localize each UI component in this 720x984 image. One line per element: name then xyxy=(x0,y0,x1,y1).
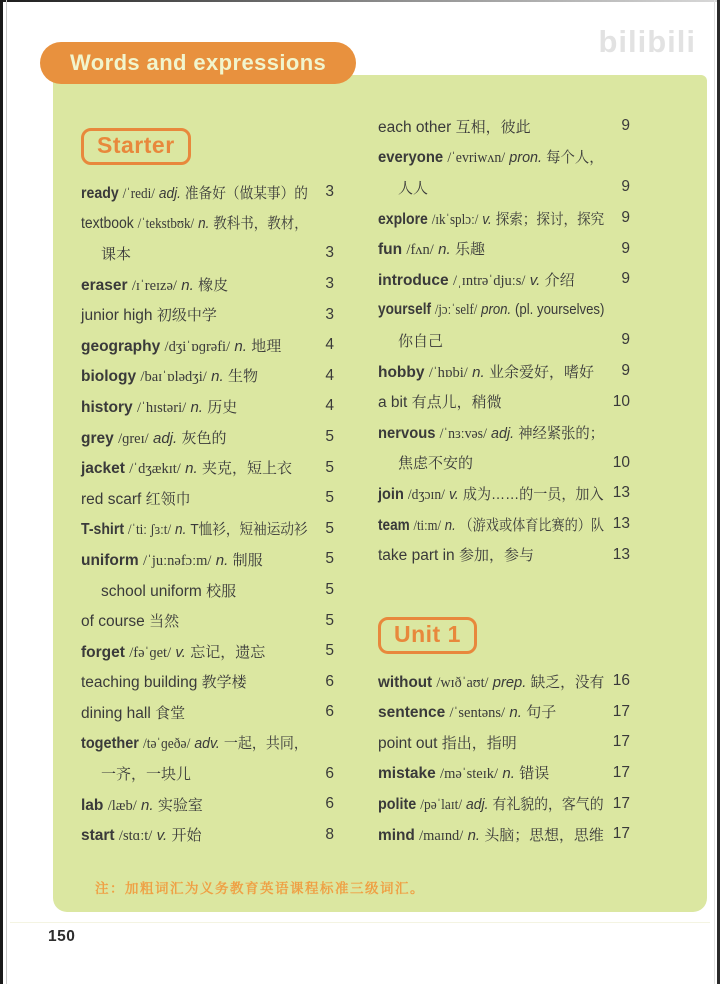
vocab-entry xyxy=(378,295,630,326)
right-column xyxy=(378,111,630,849)
entry-meaning: 有礼貌的，客气的 xyxy=(492,796,604,814)
entry-text xyxy=(81,549,308,570)
vocab-entry xyxy=(378,727,630,758)
entry-word: biology xyxy=(81,368,137,386)
entry-page-ref: 17 xyxy=(612,702,630,720)
entry-text xyxy=(81,427,308,448)
entry-meaning: 食堂 xyxy=(155,704,186,722)
entry-part-of-speech: adj. xyxy=(152,429,178,447)
vocab-entry xyxy=(378,386,630,417)
entry-meaning: 开始 xyxy=(171,827,202,845)
entry-meaning: 头脑；思想，思维 xyxy=(484,826,604,844)
screen-top-edge xyxy=(0,0,720,2)
vocab-entry xyxy=(81,483,334,514)
entry-phonetic: /ˈsentəns/ xyxy=(449,705,506,722)
section-badge-unit-1: Unit 1 xyxy=(378,617,477,654)
entry-word: history xyxy=(81,398,133,416)
vocab-entry xyxy=(81,575,334,606)
entry-word: join xyxy=(378,485,404,503)
entry-part-of-speech: v. xyxy=(448,485,459,503)
entry-page-ref: 3 xyxy=(325,305,334,323)
entry-part-of-speech: n. xyxy=(509,704,522,722)
entry-meaning: 业余爱好，嗜好 xyxy=(488,363,594,381)
entry-meaning: 探索；探讨，探究 xyxy=(495,210,605,228)
vocab-entry xyxy=(81,819,334,850)
entry-page-ref: 10 xyxy=(612,392,630,410)
entry-meaning: 实验室 xyxy=(157,796,203,814)
entry-text xyxy=(378,762,604,783)
entry-text xyxy=(81,732,308,753)
entry-text xyxy=(378,514,604,535)
entry-meaning: 地理 xyxy=(251,337,282,355)
bilibili-watermark: bilibili xyxy=(598,24,696,59)
entry-text xyxy=(378,824,604,845)
vocab-panel xyxy=(53,75,707,912)
entry-meaning: 互相，彼此 xyxy=(455,118,531,136)
entry-word: a bit xyxy=(378,394,408,412)
entry-phonetic: /wɪðˈaʊt/ xyxy=(436,674,489,691)
entry-meaning: 你自己 xyxy=(398,332,444,350)
entry-meaning: 有点儿，稍微 xyxy=(411,394,502,412)
entry-page-ref: 13 xyxy=(612,515,630,533)
entry-phonetic: /fʌn/ xyxy=(406,242,434,259)
entry-text xyxy=(81,488,308,509)
entry-text xyxy=(378,391,604,412)
vocab-entry xyxy=(378,539,630,570)
entry-word: fun xyxy=(378,241,403,259)
entry-phonetic: /ɡreɪ/ xyxy=(118,430,149,447)
section-badge-starter: Starter xyxy=(81,128,191,165)
entry-meaning: 准备好（做某事）的 xyxy=(184,184,308,202)
entry-word: everyone xyxy=(378,149,444,167)
entry-word: polite xyxy=(378,796,417,814)
vocab-entry xyxy=(81,514,334,545)
entry-text xyxy=(378,208,604,229)
vocab-entry xyxy=(378,417,630,448)
entry-part-of-speech: n. xyxy=(444,516,456,534)
entry-phonetic: /ɪkˈsplɔː/ xyxy=(431,211,479,228)
entry-page-ref: 16 xyxy=(612,672,630,690)
entry-phonetic: /təˈɡeðə/ xyxy=(142,736,191,753)
vocab-entry xyxy=(81,789,334,820)
entry-meaning: 红领巾 xyxy=(145,490,191,508)
entry-word: introduce xyxy=(378,271,449,289)
entry-meaning: 每个人， xyxy=(546,149,604,167)
entry-text xyxy=(81,304,308,325)
entry-page-ref: 5 xyxy=(325,611,334,629)
entry-meaning: 生物 xyxy=(227,368,258,386)
entry-text xyxy=(81,671,308,692)
entry-text xyxy=(378,483,604,504)
vocab-entry xyxy=(81,544,334,575)
entry-meaning: 一起，共同， xyxy=(223,735,308,753)
entry-text xyxy=(81,396,308,417)
entry-part-of-speech: n. xyxy=(467,826,481,844)
entry-part-of-speech: n. xyxy=(198,215,210,233)
entry-page-ref: 10 xyxy=(612,453,630,471)
entry-word: sentence xyxy=(378,704,446,722)
entry-text xyxy=(81,763,308,784)
entry-meaning: 忘记，遗忘 xyxy=(190,643,266,661)
entry-text xyxy=(378,238,604,259)
entry-page-ref: 9 xyxy=(621,209,630,227)
entry-meaning: 焦虑不安的 xyxy=(398,455,474,473)
vocab-entry xyxy=(81,208,334,239)
entry-meaning: 指出，指明 xyxy=(441,734,517,752)
screen-right-edge-line xyxy=(714,0,715,984)
vocab-entry xyxy=(81,299,334,330)
entry-part-of-speech: adj. xyxy=(158,184,181,202)
entry-meaning: 当然 xyxy=(149,613,180,631)
entry-part-of-speech: adj. xyxy=(466,796,489,814)
entry-meaning: 历史 xyxy=(207,398,238,416)
entry-page-ref: 9 xyxy=(621,178,630,196)
left-column xyxy=(81,128,334,850)
entry-page-ref: 4 xyxy=(325,336,334,354)
vocab-entry xyxy=(378,758,630,789)
entry-page-ref: 6 xyxy=(325,795,334,813)
entry-text xyxy=(378,452,604,473)
entry-phonetic: /læb/ xyxy=(107,797,137,814)
vocab-entry xyxy=(378,478,630,509)
entry-meaning: 教科书，教材， xyxy=(213,215,308,233)
vocab-entry xyxy=(81,422,334,453)
entry-page-ref: 5 xyxy=(325,458,334,476)
entry-text xyxy=(378,701,604,722)
entry-word: explore xyxy=(378,210,428,228)
entry-word: without xyxy=(378,673,433,691)
entry-meaning: 成为……的一员，加入 xyxy=(462,485,604,503)
entry-meaning: 初级中学 xyxy=(156,307,217,325)
entry-text xyxy=(81,243,308,264)
entry-word: jacket xyxy=(81,460,125,478)
vocab-entry xyxy=(378,325,630,356)
vocab-entry xyxy=(81,605,334,636)
entry-page-ref: 9 xyxy=(621,239,630,257)
entry-page-ref: 13 xyxy=(612,484,630,502)
entry-page-ref: 17 xyxy=(612,763,630,781)
entry-phonetic: /ˈtiː ʃɜːt/ xyxy=(127,522,172,539)
entry-text xyxy=(378,330,604,351)
entry-meaning: 错误 xyxy=(519,765,550,783)
entry-meaning: （游戏或体育比赛的）队 xyxy=(459,516,605,534)
entry-phonetic: /dʒɔɪn/ xyxy=(407,486,445,503)
entry-phonetic: /ˈhɒbi/ xyxy=(428,364,468,381)
entry-page-ref: 6 xyxy=(325,703,334,721)
entry-word: teaching building xyxy=(81,674,198,692)
entry-part-of-speech: n. xyxy=(141,796,154,814)
entry-meaning: 灰色的 xyxy=(181,429,227,447)
entry-part-of-speech: v. xyxy=(175,643,186,661)
entry-text xyxy=(81,182,308,203)
entry-text xyxy=(81,824,308,845)
vocab-entry xyxy=(81,452,334,483)
vocab-entry xyxy=(378,356,630,387)
entry-word: red scarf xyxy=(81,490,142,508)
entry-page-ref: 3 xyxy=(325,183,334,201)
entry-phonetic: /dʒiˈɒɡrəfi/ xyxy=(164,338,231,355)
entry-page-ref: 17 xyxy=(612,794,630,812)
entry-text xyxy=(378,301,604,319)
entry-page-ref: 13 xyxy=(612,545,630,563)
entry-text xyxy=(81,580,308,601)
entry-word: each other xyxy=(378,118,452,136)
screen-left-edge-line xyxy=(6,0,7,984)
entry-meaning: 课本 xyxy=(101,245,132,263)
entry-page-ref: 9 xyxy=(621,362,630,380)
entry-part-of-speech: n. xyxy=(438,241,451,259)
entry-text xyxy=(378,269,604,290)
entry-word: lab xyxy=(81,796,104,814)
vocab-entry xyxy=(81,361,334,392)
entry-word: take part in xyxy=(378,547,455,565)
entry-text xyxy=(81,365,308,386)
vocab-entry xyxy=(378,509,630,540)
vocab-entry xyxy=(81,177,334,208)
entry-word: T-shirt xyxy=(81,521,125,539)
entry-word: start xyxy=(81,827,115,845)
entry-tail: (pl. yourselves) xyxy=(514,300,605,318)
entry-page-ref: 5 xyxy=(325,581,334,599)
entry-phonetic: /ˌɪntrəˈdjuːs/ xyxy=(452,272,526,289)
vocab-entry xyxy=(378,788,630,819)
entry-word: school uniform xyxy=(101,582,202,600)
entry-phonetic: /maɪnd/ xyxy=(419,827,464,844)
entry-word: forget xyxy=(81,643,125,661)
entry-page-ref: 9 xyxy=(621,331,630,349)
entry-phonetic: /ˈnɜːvəs/ xyxy=(439,425,487,442)
vocab-entry xyxy=(81,636,334,667)
vocab-entry xyxy=(81,391,334,422)
vocab-entry xyxy=(378,233,630,264)
vocab-entry xyxy=(378,666,630,697)
vocab-entry xyxy=(81,697,334,728)
entry-text xyxy=(81,518,308,539)
entry-page-ref: 17 xyxy=(612,825,630,843)
entry-meaning: 教学楼 xyxy=(201,674,247,692)
vocab-entry xyxy=(81,269,334,300)
entry-text xyxy=(378,177,604,198)
entry-meaning: 一齐，一块儿 xyxy=(101,766,192,784)
vocab-entry xyxy=(378,203,630,234)
entry-word: geography xyxy=(81,337,161,355)
entry-meaning: 乐趣 xyxy=(454,241,485,259)
entry-part-of-speech: n. xyxy=(175,521,187,539)
entry-meaning: 人人 xyxy=(398,179,429,197)
entry-page-ref: 3 xyxy=(325,275,334,293)
entry-phonetic: /ˈdʒækɪt/ xyxy=(129,461,181,478)
entry-text xyxy=(81,274,308,295)
entry-text xyxy=(378,422,604,443)
entry-word: eraser xyxy=(81,276,128,294)
entry-part-of-speech: n. xyxy=(215,551,229,569)
entry-phonetic: /ˈjuːnəfɔːm/ xyxy=(143,552,212,569)
entry-phonetic: /jɔːˈself/ xyxy=(434,301,478,318)
entry-meaning: 校服 xyxy=(206,582,237,600)
page-number: 150 xyxy=(48,928,76,945)
entry-text xyxy=(378,732,604,753)
entry-page-ref: 9 xyxy=(621,117,630,135)
entry-text xyxy=(378,116,604,137)
entry-text xyxy=(378,146,604,167)
vocab-entry xyxy=(81,758,334,789)
entry-part-of-speech: v. xyxy=(156,827,168,845)
entry-phonetic: /ɪˈreɪzə/ xyxy=(131,277,177,294)
entry-phonetic: /məˈsteɪk/ xyxy=(440,766,499,783)
entry-page-ref: 17 xyxy=(612,733,630,751)
entry-part-of-speech: n. xyxy=(502,765,515,783)
entry-meaning: 橡皮 xyxy=(198,276,229,294)
entry-part-of-speech: n. xyxy=(181,276,194,294)
entry-page-ref: 5 xyxy=(325,519,334,537)
entry-part-of-speech: v. xyxy=(482,210,492,228)
entry-meaning: 制服 xyxy=(232,551,263,569)
entry-part-of-speech: prep. xyxy=(492,673,527,691)
entry-meaning: 缺乏，没有 xyxy=(530,673,605,691)
entry-phonetic: /stɑːt/ xyxy=(118,828,153,845)
vocab-entry xyxy=(378,697,630,728)
entry-part-of-speech: pron. xyxy=(481,300,512,318)
vocab-entry xyxy=(81,667,334,698)
entry-phonetic: /tiːm/ xyxy=(413,517,442,534)
entry-word: mind xyxy=(378,826,415,844)
vocab-entry xyxy=(378,264,630,295)
entry-part-of-speech: pron. xyxy=(509,149,543,167)
entry-page-ref: 5 xyxy=(325,642,334,660)
entry-part-of-speech: adj. xyxy=(491,424,515,442)
entry-word: of course xyxy=(81,613,145,631)
entry-text xyxy=(378,793,604,814)
entry-phonetic: /fəˈɡet/ xyxy=(129,644,172,661)
entry-text xyxy=(81,641,308,662)
entry-word: mistake xyxy=(378,765,436,783)
entry-text xyxy=(378,671,604,692)
entry-text xyxy=(81,212,308,233)
entry-page-ref: 3 xyxy=(325,244,334,262)
entry-phonetic: /ˈevriwʌn/ xyxy=(447,150,506,167)
entry-part-of-speech: n. xyxy=(190,398,203,416)
entry-part-of-speech: n. xyxy=(185,460,198,478)
vocab-entry xyxy=(378,142,630,173)
entry-page-ref: 4 xyxy=(325,366,334,384)
entry-word: junior high xyxy=(81,307,153,325)
entry-page-ref: 8 xyxy=(325,825,334,843)
entry-text xyxy=(81,702,308,723)
entry-phonetic: /ˈtekstbʊk/ xyxy=(137,216,195,233)
entry-word: grey xyxy=(81,429,114,447)
entry-text xyxy=(81,457,308,478)
entry-meaning: 句子 xyxy=(526,704,557,722)
entry-phonetic: /ˈhɪstəri/ xyxy=(137,399,187,416)
entry-part-of-speech: v. xyxy=(529,271,541,289)
entry-meaning: 介绍 xyxy=(544,271,575,289)
vocab-entry xyxy=(378,111,630,142)
entry-phonetic: /ˈredi/ xyxy=(122,185,155,202)
entry-page-ref: 5 xyxy=(325,489,334,507)
entry-part-of-speech: n. xyxy=(211,368,224,386)
entry-part-of-speech: adv. xyxy=(194,735,220,753)
entry-word: textbook xyxy=(81,215,134,233)
entry-part-of-speech: n. xyxy=(234,337,247,355)
entry-text xyxy=(378,361,604,382)
vocab-entry xyxy=(81,330,334,361)
entry-page-ref: 4 xyxy=(325,397,334,415)
entry-word: point out xyxy=(378,734,438,752)
entry-text xyxy=(378,544,604,565)
entry-word: hobby xyxy=(378,363,425,381)
page-bottom-rule xyxy=(10,922,710,923)
footer-note: 注：加粗词汇为义务教育英语课程标准三级词汇。 xyxy=(95,881,425,896)
entry-text xyxy=(81,610,308,631)
entry-meaning: 参加，参与 xyxy=(459,547,535,565)
vocab-entry xyxy=(378,819,630,850)
entry-page-ref: 9 xyxy=(621,270,630,288)
vocab-entry xyxy=(378,448,630,479)
screen-left-edge xyxy=(0,0,3,984)
entry-word: yourself xyxy=(378,300,432,318)
entry-page-ref: 5 xyxy=(325,428,334,446)
entry-word: dining hall xyxy=(81,704,151,722)
entry-meaning: 夹克，短上衣 xyxy=(201,460,292,478)
entry-word: uniform xyxy=(81,551,139,569)
entry-word: ready xyxy=(81,184,119,202)
entry-part-of-speech: n. xyxy=(472,363,485,381)
entry-page-ref: 5 xyxy=(325,550,334,568)
vocab-entry xyxy=(81,238,334,269)
entry-word: together xyxy=(81,735,139,753)
entry-meaning: T恤衫，短袖运动衫 xyxy=(190,521,308,539)
entry-page-ref: 6 xyxy=(325,672,334,690)
vocab-entry xyxy=(378,172,630,203)
entry-phonetic: /pəˈlaɪt/ xyxy=(420,797,463,814)
entry-text xyxy=(81,335,308,356)
page-title: Words and expressions xyxy=(40,42,356,84)
vocab-entry xyxy=(81,728,334,759)
entry-page-ref: 6 xyxy=(325,764,334,782)
entry-word: nervous xyxy=(378,424,436,442)
entry-phonetic: /baɪˈɒlədʒi/ xyxy=(140,369,207,386)
entry-text xyxy=(81,794,308,815)
entry-meaning: 神经紧张的； xyxy=(518,424,605,442)
entry-word: team xyxy=(378,516,410,534)
